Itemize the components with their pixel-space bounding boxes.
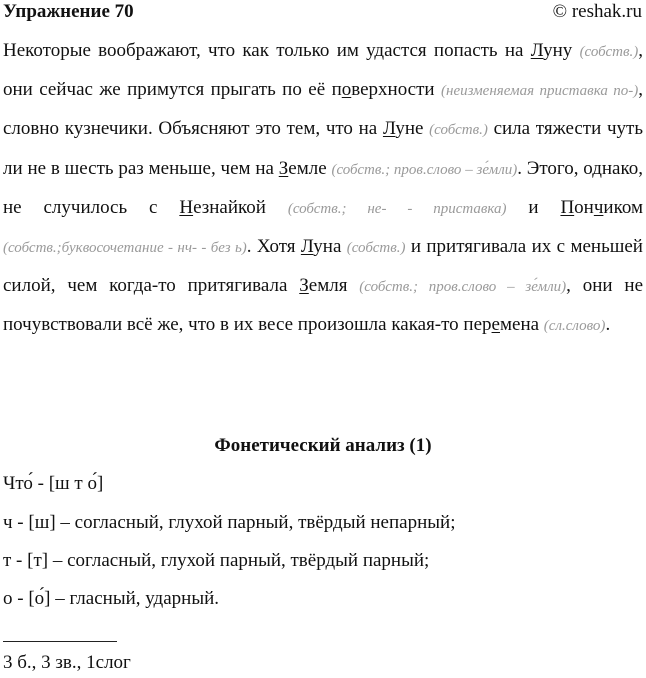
grammar-note: (собств.) bbox=[429, 122, 488, 139]
underlined-letter: ч bbox=[593, 196, 604, 218]
exercise-paragraph bbox=[3, 32, 643, 346]
paragraph-text: иком bbox=[603, 196, 644, 218]
paragraph-text: , словно кузнечики. Объясняют это тем, что на bbox=[3, 79, 644, 140]
paragraph-text: и bbox=[506, 196, 561, 218]
underlined-letter: З bbox=[299, 275, 309, 297]
underlined-letter: П bbox=[560, 196, 575, 218]
underlined-letter: Н bbox=[179, 196, 194, 218]
underlined-letter: Л bbox=[530, 40, 544, 61]
paragraph-text: емля bbox=[308, 275, 360, 297]
underlined-letter: Л bbox=[382, 118, 396, 140]
letter-analysis-line: т - [т] – согласный, глухой парный, твёрдый парный; bbox=[3, 550, 430, 571]
paragraph-text: езнайкой bbox=[193, 196, 288, 218]
grammar-note: (собств.; не- - приставка) bbox=[287, 200, 507, 217]
underlined-letter: о bbox=[341, 79, 352, 101]
paragraph-text: уна bbox=[313, 236, 347, 258]
paragraph-text: , они сейчас же примутся прыгать по её п bbox=[3, 40, 643, 101]
grammar-note: (сл.слово) bbox=[543, 318, 606, 335]
grammar-note: (собств.) bbox=[579, 44, 639, 60]
paragraph-text: , они не почувствовали всё же, что в их весе произошла какая-то пер bbox=[3, 275, 643, 336]
underlined-letter: Л bbox=[300, 236, 314, 258]
underlined-letter: е bbox=[491, 314, 500, 336]
grammar-note: (собств.; пров.слово – зе́мли) bbox=[331, 161, 518, 178]
grammar-note: (неизменяемая приставка по-) bbox=[441, 83, 639, 100]
paragraph-text: . Хотя bbox=[246, 236, 301, 258]
paragraph-text: уне bbox=[395, 118, 430, 140]
section-title: Фонетический анализ (1) bbox=[214, 435, 432, 456]
letter-analysis-line: о - [о́] – гласный, ударный. bbox=[3, 588, 220, 609]
grammar-note: (собств.) bbox=[346, 240, 406, 257]
exercise-title: Упражнение 70 bbox=[3, 1, 134, 22]
paragraph-text: верхности bbox=[351, 79, 442, 101]
paragraph-text: сила тяжести чуть ли не в шесть раз меньше, чем на bbox=[3, 118, 643, 179]
paragraph-text: уну bbox=[543, 40, 580, 61]
paragraph-text: и притягивала их с меньшей силой, чем когда-то притягивала bbox=[3, 236, 643, 297]
paragraph-text: . Этого, однако, не случилось с bbox=[3, 157, 644, 218]
paragraph-text: Некоторые воображают, что как только им удастся попасть на bbox=[3, 40, 531, 61]
grammar-note: (собств.; пров.слово – зе́мли) bbox=[359, 279, 567, 296]
paragraph-text: . bbox=[605, 314, 611, 336]
paragraph-text: мена bbox=[499, 314, 544, 336]
letter-analysis-line: ч - [ш] – согласный, глухой парный, твёрдый непарный; bbox=[3, 512, 456, 533]
header bbox=[3, 1, 642, 25]
paragraph-text: он bbox=[574, 196, 594, 218]
separator-line bbox=[3, 641, 117, 642]
grammar-note: (собств.;буквосочетание - нч- - без ь) bbox=[3, 240, 247, 257]
paragraph-text: емле bbox=[288, 157, 332, 179]
word-transcription: Что́ - [ш т о́] bbox=[3, 473, 104, 494]
summary-line: 3 б., 3 зв., 1слог bbox=[3, 652, 131, 673]
underlined-letter: З bbox=[278, 157, 289, 179]
site-credit: © reshak.ru bbox=[552, 1, 642, 22]
